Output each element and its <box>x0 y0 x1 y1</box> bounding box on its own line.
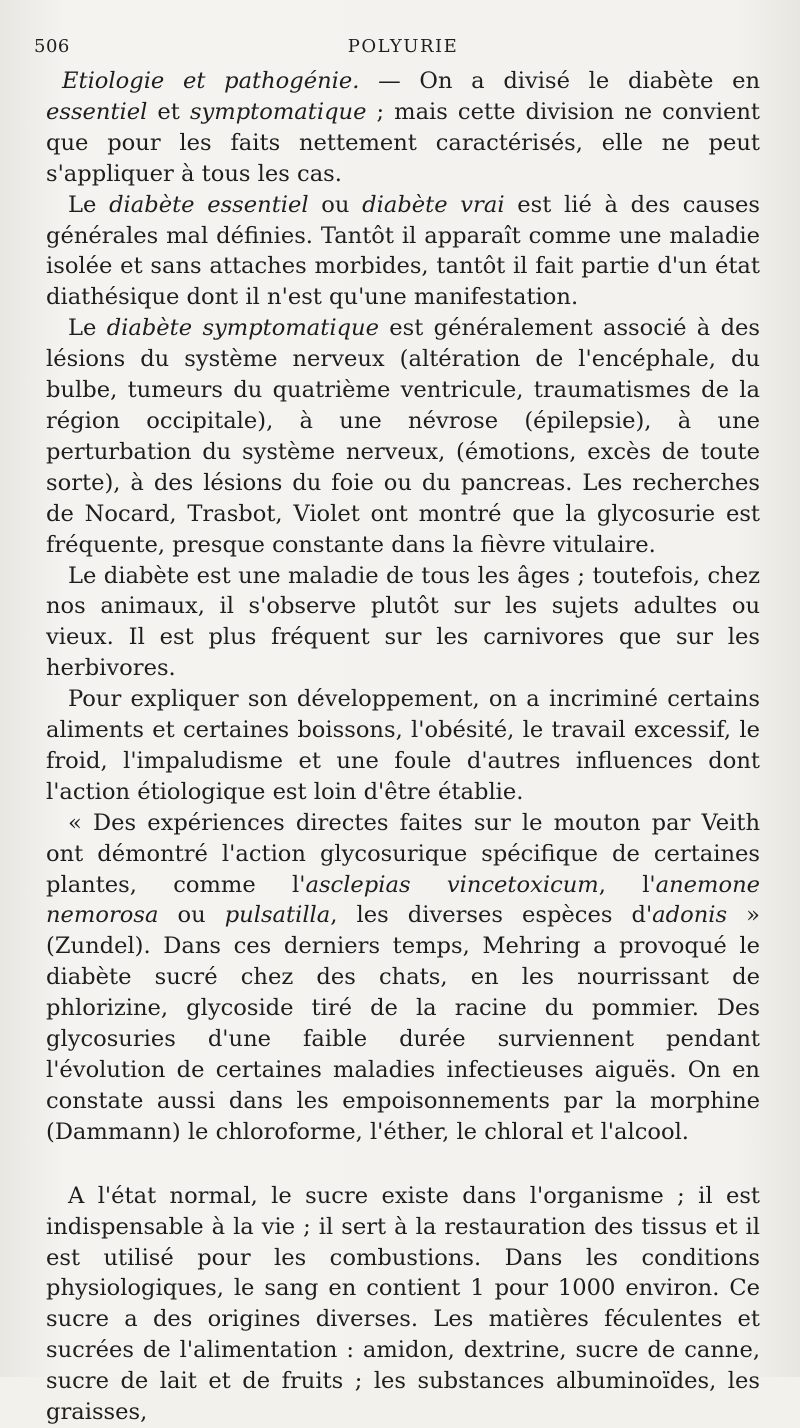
paragraph-experiences <box>46 808 760 1148</box>
text-run: , l' <box>598 871 656 898</box>
text-run: est lié à des causes générales mal définies. Tantôt il apparaît comme une maladie isolée et sans attaches morbides, tantôt il fait partie d'un état diathésique dont il n'est qu'une manifestation. <box>46 191 761 311</box>
running-title: POLYURIE <box>347 36 459 57</box>
paragraph-etiologie <box>46 66 760 190</box>
italic-term: adonis <box>652 902 728 929</box>
italic-term: pulsatilla <box>224 902 331 929</box>
italic-term: diabète essentiel <box>109 191 309 218</box>
text-run: ou <box>308 191 363 218</box>
text-run: ; mais cette division ne convient que pour les faits nettement caractérisés, elle ne peut s'appliquer à tous les cas. <box>46 98 760 187</box>
text-run: Le <box>68 191 110 218</box>
italic-term: Etiologie et pathogénie. <box>62 68 360 94</box>
page-header <box>34 30 760 66</box>
page-body <box>46 66 760 1428</box>
paragraph-diabete-essentiel <box>46 190 760 314</box>
page-number: 506 <box>34 36 70 57</box>
text-run: , les diverses espèces d' <box>330 902 653 929</box>
italic-term: essentiel <box>46 98 148 125</box>
section-gap <box>46 1148 760 1181</box>
paragraph-ages <box>46 561 760 685</box>
italic-term: asclepias vincetoxicum <box>305 871 599 898</box>
text-run: Le <box>68 315 107 342</box>
italic-term: diabète symptomatique <box>106 315 379 342</box>
text-run: Le diabète est une maladie de tous les âges ; toutefois, chez nos animaux, il s'observe plutôt sur les sujets adultes ou vieux. Il est plus fréquent sur les carnivores que sur les herbivores. <box>46 562 760 682</box>
text-run: et <box>147 98 190 125</box>
text-run: est généralement associé à des lésions du système nerveux (altération de l'encéphale, du bulbe, tumeurs du quatrième ventricule, traumatismes de la région occipitale), à une névrose (épilepsie), à une perturbation du système nerveux, (émotions, excès de toute sorte), à des lésions du foie ou du pancreas. Les recherches de Nocard, Trasbot, Violet ont montré que la glycosurie est fréquente, presque constante dans la fièvre vitulaire. <box>46 315 760 558</box>
text-run: Pour expliquer son développement, on a incriminé certains aliments et certaines boissons, l'obésité, le travail excessif, le froid, l'impaludisme et une foule d'autres influences dont l'action étiologique est loin d'être établie. <box>46 686 760 805</box>
text-run: « Des expériences directes faites sur le mouton par Veith ont démontré l'action glycosurique spécifique de certaines plantes, comme l' <box>46 809 760 898</box>
paragraph-developpement <box>46 684 760 808</box>
text-run: A l'état normal, le sucre existe dans l'organisme ; il est indispensable à la vie ; il sert à la restauration des tissus et il est utilisé pour les combustions. Dans les conditions physiologiques, le sang en contient 1 pour 1000 environ. Ce sucre a des origines diverses. Les matières féculentes et sucrées de l'alimentation : amidon, dextrine, sucre de canne, sucre de lait et de fruits ; les substances albuminoïdes, les graisses, <box>46 1182 760 1426</box>
text-run: » (Zundel). Dans ces derniers temps, Mehring a provoqué le diabète sucré chez des chats, en les nourrissant de phlorizine, glycoside tiré de la racine du pommier. Des glycosuries d'une faible durée surviennent pendant l'évolution de certaines maladies infectieuses aiguës. On en constate aussi dans les empoisonnements par la morphine (Dammann) le chloroforme, l'éther, le chloral et l'alcool. <box>46 902 760 1145</box>
italic-term: anemone nemorosa <box>46 871 760 929</box>
italic-term: symptomatique <box>189 98 367 125</box>
text-run: — On a divisé le diabète en <box>359 68 760 94</box>
text-run: ou <box>158 902 225 929</box>
paragraph-diabete-symptomatique <box>46 313 760 560</box>
italic-term: diabète vrai <box>362 191 505 218</box>
paragraph-etat-normal <box>46 1181 760 1428</box>
